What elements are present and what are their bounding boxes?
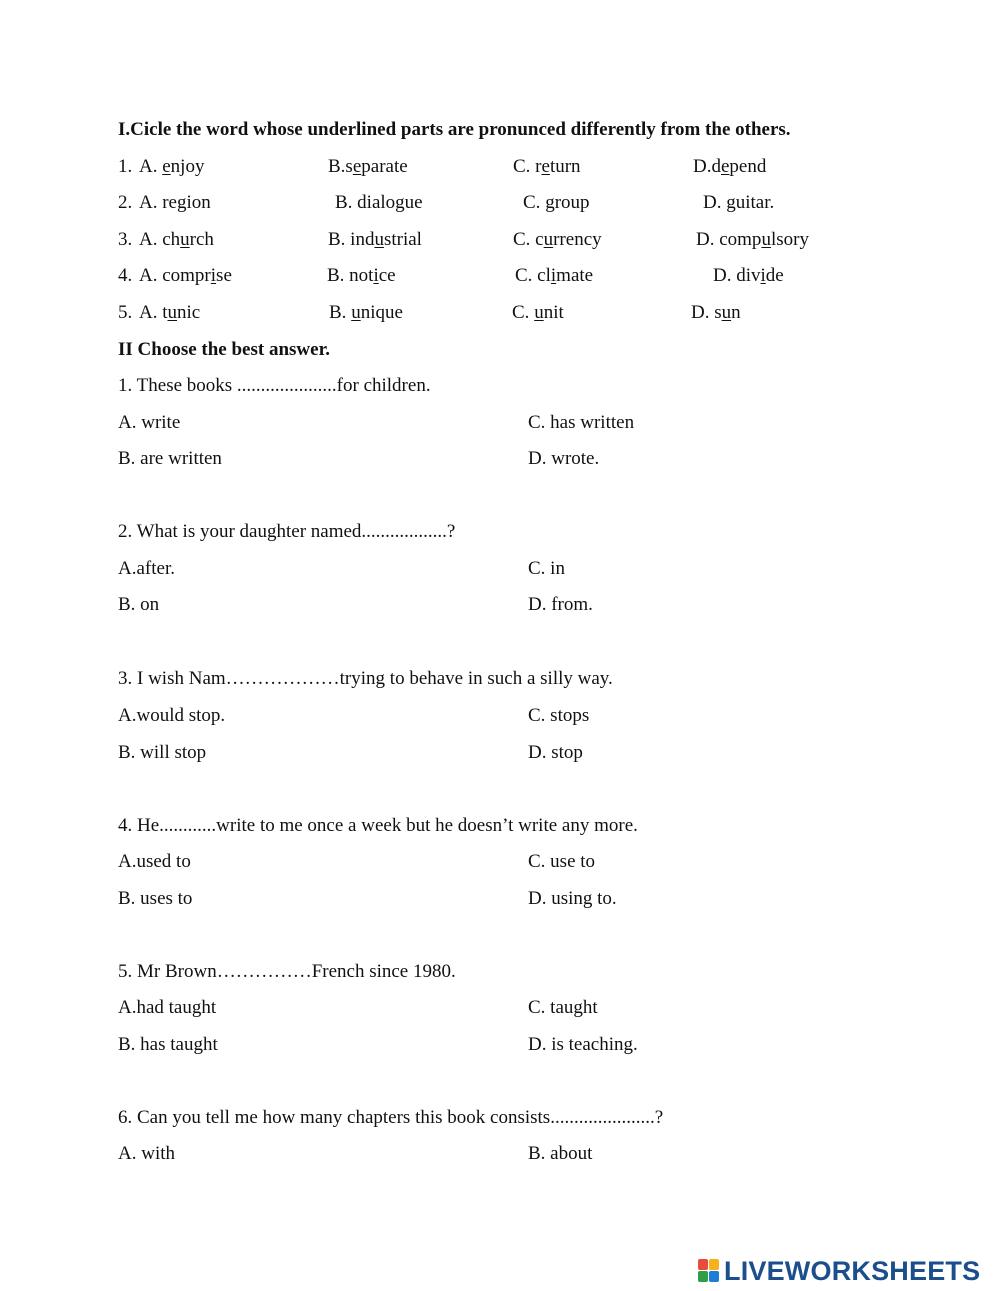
option-b[interactable]: B. industrial (328, 229, 422, 250)
row-number: 4. (118, 265, 133, 286)
question-6-text: 6. Can you tell me how many chapters this book consists......................? (118, 1107, 664, 1128)
liveworksheets-logo-text: LIVEWORKSHEETS (724, 1255, 981, 1286)
q6-option-b[interactable]: B. about (528, 1143, 593, 1164)
question-3-text: 3. I wish Nam………………trying to behave in such a silly way. (118, 668, 613, 689)
q3-option-a[interactable]: A.would stop. (118, 705, 226, 726)
q6-option-a[interactable]: A. with (118, 1143, 175, 1164)
option-a[interactable]: A. comprise (139, 265, 232, 286)
option-b[interactable]: B. dialogue (335, 192, 423, 213)
row-number: 2. (118, 192, 133, 213)
q1-option-b[interactable]: B. are written (118, 448, 222, 469)
logo-square-icon (698, 1259, 708, 1270)
option-d[interactable]: D. sun (691, 302, 741, 323)
logo-square-icon (709, 1271, 719, 1282)
q5-option-b[interactable]: B. has taught (118, 1034, 218, 1055)
option-b[interactable]: B.separate (328, 156, 408, 177)
option-c[interactable]: C. return (513, 156, 581, 177)
question-2-text: 2. What is your daughter named..................? (118, 521, 456, 542)
logo-square-icon (698, 1271, 708, 1282)
option-d[interactable]: D. divide (713, 265, 784, 286)
row-number: 3. (118, 229, 133, 250)
question-1-text: 1. These books .....................for children. (118, 375, 431, 396)
row-number: 5. (118, 302, 133, 323)
liveworksheets-logo[interactable] (698, 1256, 980, 1286)
q2-option-c[interactable]: C. in (528, 558, 565, 579)
q1-option-c[interactable]: C. has written (528, 412, 635, 433)
q1-option-d[interactable]: D. wrote. (528, 448, 600, 469)
q3-option-c[interactable]: C. stops (528, 705, 590, 726)
question-4-text: 4. He............write to me once a week but he doesn’t write any more. (118, 815, 638, 836)
question-5-text: 5. Mr Brown……………French since 1980. (118, 961, 456, 982)
q3-option-d[interactable]: D. stop (528, 742, 583, 763)
option-c[interactable]: C. currency (513, 229, 602, 250)
q5-option-d[interactable]: D. is teaching. (528, 1034, 638, 1055)
q5-option-c[interactable]: C. taught (528, 997, 598, 1018)
option-c[interactable]: C. climate (515, 265, 594, 286)
section-2-heading: II Choose the best answer. (118, 339, 331, 360)
option-a[interactable]: A. enjoy (139, 156, 205, 177)
q2-option-b[interactable]: B. on (118, 594, 160, 615)
option-d[interactable]: D. guitar. (703, 192, 775, 213)
liveworksheets-logo-icon (698, 1259, 720, 1283)
q5-option-a[interactable]: A.had taught (118, 997, 217, 1018)
option-a[interactable]: A. region (139, 192, 211, 213)
logo-square-icon (709, 1259, 719, 1270)
row-number: 1. (118, 156, 133, 177)
q4-option-b[interactable]: B. uses to (118, 888, 193, 909)
option-c[interactable]: C. unit (512, 302, 564, 323)
option-a[interactable]: A. tunic (139, 302, 201, 323)
option-a[interactable]: A. church (139, 229, 214, 250)
q1-option-a[interactable]: A. write (118, 412, 181, 433)
q4-option-a[interactable]: A.used to (118, 851, 191, 872)
q3-option-b[interactable]: B. will stop (118, 742, 207, 763)
section-1-heading: I.Cicle the word whose underlined parts are pronunced differently from the others. (118, 119, 791, 140)
option-d[interactable]: D. compulsory (696, 229, 809, 250)
option-c[interactable]: C. group (523, 192, 590, 213)
q4-option-c[interactable]: C. use to (528, 851, 596, 872)
q2-option-d[interactable]: D. from. (528, 594, 593, 615)
q4-option-d[interactable]: D. using to. (528, 888, 617, 909)
q2-option-a[interactable]: A.after. (118, 558, 175, 579)
option-b[interactable]: B. unique (329, 302, 403, 323)
option-b[interactable]: B. notice (327, 265, 396, 286)
option-d[interactable]: D.depend (693, 156, 767, 177)
